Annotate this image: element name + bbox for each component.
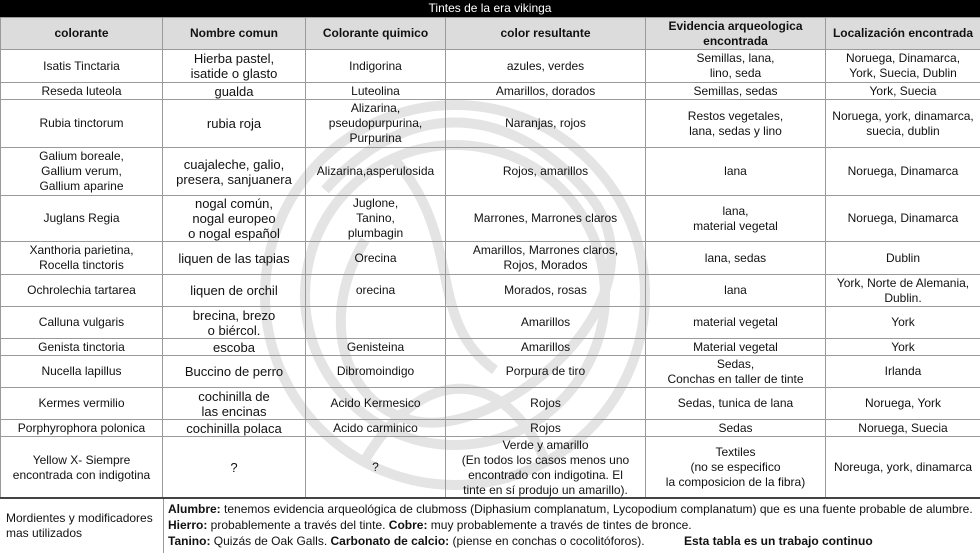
cell-nombre: Buccino de perro [163,356,306,388]
cell-nombre: cuajaleche, galio, presera, sanjuanera [163,148,306,196]
table-row [1,307,980,339]
cell-colorante: Xanthoria parietina, Rocella tinctoris [1,242,163,275]
cell-color: Morados, rosas [446,275,646,307]
cell-quimico: ? [306,437,446,499]
cell-colorante: Galium boreale, Gallium verum, Gallium aparine [1,148,163,196]
cell-color: Porpura de tiro [446,356,646,388]
cell-evidencia: Semillas, lana, lino, seda [646,50,826,83]
mordants-label: Mordientes y modificadores mas utilizados [0,499,164,553]
calcio-text: (piense en conchas o cocolitóforos). [449,534,644,548]
mordants-notes [168,501,978,549]
cell-nombre: rubia roja [163,100,306,148]
work-in-progress-note: Esta tabla es un trabajo continuo [684,534,873,548]
hierro-text: probablemente a través del tinte. [207,518,388,532]
table-row [1,275,980,307]
cell-nombre: ? [163,437,306,499]
cell-localizacion: Noreuga, york, dinamarca [826,437,980,499]
table-row [1,83,980,100]
cell-quimico: Alizarina,asperulosida [306,148,446,196]
table-header-row [1,18,980,50]
cell-colorante: Juglans Regia [1,196,163,242]
cell-nombre: gualda [163,83,306,100]
cell-quimico: Alizarina, pseudopurpurina, Purpurina [306,100,446,148]
cell-localizacion: York, Norte de Alemania, Dublin. [826,275,980,307]
header-quimico: Colorante quimico [306,18,446,50]
cell-quimico: Indigorina [306,50,446,83]
cell-color: Amarillos, dorados [446,83,646,100]
cell-nombre: liquen de orchil [163,275,306,307]
cell-quimico: Luteolina [306,83,446,100]
header-colorante: colorante [1,18,163,50]
cell-quimico: Juglone, Tanino, plumbagin [306,196,446,242]
cell-localizacion: York [826,307,980,339]
cell-colorante: Yellow X- Siempre encontrada con indigotina [1,437,163,499]
table-row [1,356,980,388]
cell-nombre: liquen de las tapias [163,242,306,275]
cell-evidencia: material vegetal [646,307,826,339]
tanino-label: Tanino: [168,534,210,548]
table-row [1,388,980,420]
cell-localizacion: York [826,339,980,356]
table-row [1,437,980,499]
cell-evidencia: lana [646,275,826,307]
cobre-text: muy probablemente a través de tintes de bronce. [427,518,691,532]
table-row [1,242,980,275]
cell-colorante: Kermes vermilio [1,388,163,420]
cell-evidencia: Sedas, Conchas en taller de tinte [646,356,826,388]
table-row [1,339,980,356]
cell-evidencia: lana, sedas [646,242,826,275]
cell-colorante: Isatis Tinctaria [1,50,163,83]
cell-color: Verde y amarillo (En todos los casos menos uno encontrado con indigotina. El tinte en sí produjo un amarillo). [446,437,646,499]
cell-nombre: Hierba pastel, isatide o glasto [163,50,306,83]
cell-colorante: Reseda luteola [1,83,163,100]
cell-quimico: Dibromoindigo [306,356,446,388]
cell-nombre: nogal común, nogal europeo o nogal español [163,196,306,242]
cell-color: Naranjas, rojos [446,100,646,148]
cell-localizacion: Dublin [826,242,980,275]
dye-table [0,17,980,499]
hierro-label: Hierro: [168,518,207,532]
cell-localizacion: Noruega, york, dinamarca, suecia, dublin [826,100,980,148]
header-color: color resultante [446,18,646,50]
cell-color: Amarillos [446,339,646,356]
cell-colorante: Rubia tinctorum [1,100,163,148]
table-row [1,50,980,83]
cell-colorante: Nucella lapillus [1,356,163,388]
cell-evidencia: Textiles (no se especifico la composicion de la fibra) [646,437,826,499]
table-row [1,100,980,148]
cell-evidencia: Semillas, sedas [646,83,826,100]
cell-color: Amarillos [446,307,646,339]
cell-color: azules, verdes [446,50,646,83]
tanino-calcio-note [168,533,978,549]
mordants-section [0,497,980,553]
table-row [1,148,980,196]
tanino-text: Quizás de Oak Galls. [210,534,330,548]
cell-colorante: Genista tinctoria [1,339,163,356]
table-row [1,420,980,437]
cell-localizacion: Noruega, Dinamarca, York, Suecia, Dublin [826,50,980,83]
cell-color: Rojos [446,420,646,437]
cell-quimico: Orecina [306,242,446,275]
cell-color: Marrones, Marrones claros [446,196,646,242]
cell-evidencia: Sedas [646,420,826,437]
cell-evidencia: Sedas, tunica de lana [646,388,826,420]
cell-quimico: orecina [306,275,446,307]
cell-localizacion: Noruega, Dinamarca [826,196,980,242]
alumbre-note [168,501,978,517]
alumbre-label: Alumbre: [168,502,221,516]
cell-nombre: cochinilla polaca [163,420,306,437]
calcio-label: Carbonato de calcio: [330,534,449,548]
cobre-label: Cobre: [389,518,428,532]
cell-nombre: cochinilla de las encinas [163,388,306,420]
cell-color: Rojos [446,388,646,420]
cell-quimico: Acido carminico [306,420,446,437]
cell-evidencia: Restos vegetales, lana, sedas y lino [646,100,826,148]
cell-colorante: Ochrolechia tartarea [1,275,163,307]
header-localizacion: Localización encontrada [826,18,980,50]
cell-color: Amarillos, Marrones claros, Rojos, Morados [446,242,646,275]
page-title: Tintes de la era vikinga [0,0,980,17]
cell-colorante: Calluna vulgaris [1,307,163,339]
hierro-cobre-note [168,517,978,533]
cell-color: Rojos, amarillos [446,148,646,196]
cell-localizacion: Noruega, Dinamarca [826,148,980,196]
cell-colorante: Porphyrophora polonica [1,420,163,437]
cell-localizacion: Noruega, Suecia [826,420,980,437]
cell-localizacion: York, Suecia [826,83,980,100]
cell-evidencia: lana [646,148,826,196]
cell-quimico: Acido Kermesico [306,388,446,420]
cell-evidencia: lana, material vegetal [646,196,826,242]
cell-localizacion: Noruega, York [826,388,980,420]
table-row [1,196,980,242]
cell-nombre: escoba [163,339,306,356]
cell-quimico: Genisteina [306,339,446,356]
cell-localizacion: Irlanda [826,356,980,388]
cell-quimico [306,307,446,339]
cell-nombre: brecina, brezo o biércol. [163,307,306,339]
alumbre-text: tenemos evidencia arqueológica de clubmoss (Diphasium complanatum, Lycopodium complanatum) que es una fuente probable de alumbre. [221,502,973,516]
header-nombre: Nombre comun [163,18,306,50]
cell-evidencia: Material vegetal [646,339,826,356]
header-evidencia: Evidencia arqueologica encontrada [646,18,826,50]
